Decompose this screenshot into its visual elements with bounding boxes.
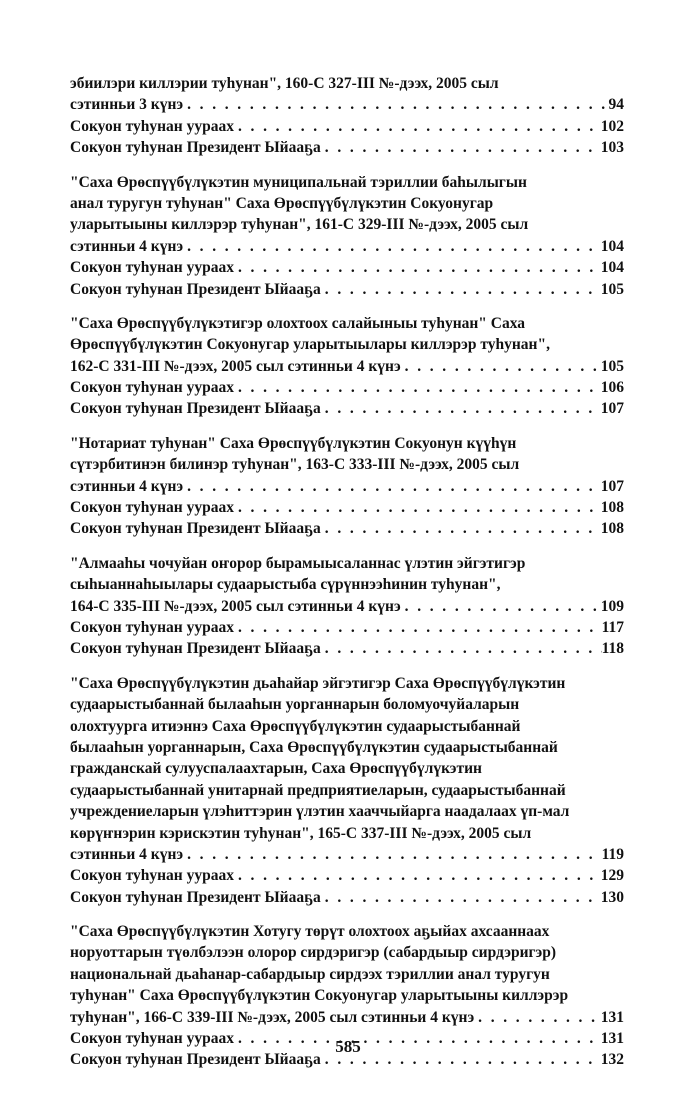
toc-item-text: Сокуон туһунан Президент Ыйааҕа bbox=[70, 280, 321, 298]
toc-entry bbox=[70, 673, 624, 908]
toc-item-text: Сокуон туһунан Президент Ыйааҕа bbox=[70, 520, 321, 538]
toc-entry bbox=[70, 433, 624, 540]
dot-leader bbox=[187, 476, 601, 497]
toc-item-text: Сокуон туһунан Президент Ыйааҕа bbox=[70, 139, 321, 157]
toc-entry-title-line: "Саха Өрөспүүбүлүкэтин дьаһайар эйгэтигэр Саха Өрөспүүбүлүкэтин bbox=[70, 674, 566, 692]
toc-item-page: 119 bbox=[601, 845, 624, 863]
toc-item-text: 164-С 335-III №-дээх, 2005 сыл сэтинньи 4 күнэ bbox=[70, 597, 401, 615]
toc-entry-title-line: норуоттарын түөлбэлээн олорор сирдэригэр (сабардыыр сирдэригэр) bbox=[70, 944, 557, 962]
toc-item-page: 103 bbox=[600, 139, 624, 157]
toc-entry-title-line: "Нотариат туһунан" Саха Өрөспүүбүлүкэтин Сокуонун күүһүн bbox=[70, 434, 517, 452]
toc-item-page: 107 bbox=[600, 400, 624, 418]
toc-entry-title-line: судаарыстыбаннай былааһын уорганнарын боломуочуйаларын bbox=[70, 696, 520, 714]
toc-item-page: 117 bbox=[601, 618, 624, 636]
toc-item-page: 131 bbox=[600, 1030, 624, 1048]
toc-entry-title-line: гражданскай сулууспалаахтарын, Саха Өрөспүүбүлүкэтин bbox=[70, 760, 482, 778]
toc-item-text: Сокуон туһунан уураах bbox=[70, 379, 234, 397]
dot-leader bbox=[238, 497, 601, 518]
toc-entry-title-line: национальнай дьаһанар-сабардыыр сирдээх тэриллии анал туругун bbox=[70, 965, 550, 983]
toc-item bbox=[70, 844, 624, 865]
toc-item bbox=[70, 236, 624, 257]
toc-item-page: 105 bbox=[600, 357, 624, 375]
toc-item-text: Сокуон туһунан Президент Ыйааҕа bbox=[70, 400, 321, 418]
toc-item bbox=[70, 497, 624, 518]
toc-entry bbox=[70, 553, 624, 660]
toc-item-text: сэтинньи 3 күнэ bbox=[70, 96, 184, 114]
toc-item-text: Сокуон туһунан уураах bbox=[70, 867, 234, 885]
toc-entry-title-line: уларытыыны киллэрэр туһунан", 161-С 329-III №-дээх, 2005 сыл bbox=[70, 216, 529, 234]
toc-entry-title-line: былааһын уорганнарын, Саха Өрөспүүбүлүкэтин судаарыстыбаннай bbox=[70, 738, 558, 756]
dot-leader bbox=[187, 94, 608, 115]
dot-leader bbox=[325, 398, 601, 419]
dot-leader bbox=[325, 137, 601, 158]
toc-item-text: Сокуон туһунан уураах bbox=[70, 499, 234, 517]
toc-item bbox=[70, 638, 624, 659]
toc-entry-title-line: "Алмааһы чочуйан оҥорор бырамыысаланнас үлэтин эйгэтигэр bbox=[70, 554, 526, 572]
toc-item-text: Сокуон туһунан Президент Ыйааҕа bbox=[70, 888, 321, 906]
toc-item-text: 162-С 331-III №-дээх, 2005 сыл сэтинньи 4 күнэ bbox=[70, 357, 401, 375]
dot-leader bbox=[325, 887, 601, 908]
dot-leader bbox=[405, 596, 601, 617]
toc-entry-title-line: сүтэрбитинэн билинэр туһунан", 163-С 333-III №-дээх, 2005 сыл bbox=[70, 456, 520, 474]
dot-leader bbox=[238, 865, 601, 886]
toc-entry-title-line: эбиилэри киллэрии туһунан", 160-С 327-III №-дээх, 2005 сыл bbox=[70, 75, 499, 92]
dot-leader bbox=[325, 638, 602, 659]
toc-entry-title-line: "Саха Өрөспүүбүлүкэтин муниципальнай тэриллии баһылыгын bbox=[70, 173, 527, 191]
dot-leader bbox=[238, 377, 601, 398]
table-of-contents bbox=[70, 73, 624, 1084]
toc-item bbox=[70, 377, 624, 398]
dot-leader bbox=[187, 844, 601, 865]
toc-entry-title-line: "Саха Өрөспүүбүлүкэтин Хотугу төрүт олохтоох аҕыйах ахсааннаах bbox=[70, 923, 550, 941]
toc-item-text: Сокуон туһунан уураах bbox=[70, 1030, 234, 1048]
toc-item-text: сэтинньи 4 күнэ bbox=[70, 477, 184, 495]
dot-leader bbox=[187, 236, 601, 257]
page-number: 585 bbox=[335, 1037, 361, 1056]
toc-entry-title-line: "Саха Өрөспүүбүлүкэтигэр олохтоох салайыныы туһунан" Саха bbox=[70, 314, 526, 332]
toc-entry-title-line: олохтуурга итиэннэ Саха Өрөспүүбүлүкэтин судаарыстыбаннай bbox=[70, 717, 521, 735]
toc-item bbox=[70, 518, 624, 539]
toc-item-page: 129 bbox=[600, 867, 624, 885]
toc-item-page: 118 bbox=[601, 640, 624, 658]
dot-leader bbox=[238, 116, 601, 137]
toc-item bbox=[70, 1007, 624, 1028]
toc-item-page: 108 bbox=[600, 499, 624, 517]
dot-leader bbox=[238, 257, 601, 278]
toc-item bbox=[70, 116, 624, 137]
dot-leader bbox=[405, 356, 601, 377]
toc-item-page: 131 bbox=[600, 1008, 624, 1026]
toc-entry-title-line: сыһыаннаһыылары судаарыстыба сүрүннээһинин туһунан", bbox=[70, 576, 501, 594]
toc-entry-title-line: учреждениеларын үлэһиттэрин үлэтин хааччыйарга наадалаах үп-мал bbox=[70, 803, 570, 821]
toc-item bbox=[70, 476, 624, 497]
toc-item bbox=[70, 356, 624, 377]
toc-item-page: 94 bbox=[608, 96, 624, 114]
toc-entry-title-line: Өрөспүүбүлүкэтин Сокуонугар уларытыылары киллэрэр туһунан", bbox=[70, 336, 550, 354]
toc-item bbox=[70, 94, 624, 115]
toc-item-text: Сокуон туһунан Президент Ыйааҕа bbox=[70, 640, 321, 658]
toc-entry bbox=[70, 73, 624, 159]
toc-item-page: 102 bbox=[600, 117, 624, 135]
toc-item-page: 105 bbox=[600, 280, 624, 298]
toc-item-text: сэтинньи 4 күнэ bbox=[70, 845, 184, 863]
toc-item bbox=[70, 887, 624, 908]
toc-item bbox=[70, 279, 624, 300]
toc-item-page: 107 bbox=[600, 477, 624, 495]
toc-item-text: сэтинньи 4 күнэ bbox=[70, 237, 184, 255]
toc-item-page: 130 bbox=[600, 888, 624, 906]
toc-entry-title-line: анал туругун туһунан" Саха Өрөспүүбүлүкэтин Сокуонугар bbox=[70, 194, 494, 212]
toc-item-text: Сокуон туһунан уураах bbox=[70, 618, 234, 636]
toc-item bbox=[70, 137, 624, 158]
dot-leader bbox=[325, 279, 601, 300]
toc-item-page: 109 bbox=[600, 597, 624, 615]
toc-item bbox=[70, 257, 624, 278]
toc-item-page: 132 bbox=[600, 1051, 624, 1069]
toc-item-page: 106 bbox=[600, 379, 624, 397]
toc-item bbox=[70, 398, 624, 419]
toc-entry-title-line: туһунан" Саха Өрөспүүбүлүкэтин Сокуонугар уларытыыны киллэрэр bbox=[70, 987, 569, 1005]
toc-item-text: Сокуон туһунан Президент Ыйааҕа bbox=[70, 1051, 321, 1069]
toc-item bbox=[70, 617, 624, 638]
toc-entry bbox=[70, 172, 624, 300]
dot-leader bbox=[325, 518, 601, 539]
toc-item-text: Сокуон туһунан уураах bbox=[70, 259, 234, 277]
toc-item-text: Сокуон туһунан уураах bbox=[70, 117, 234, 135]
toc-item-page: 104 bbox=[600, 259, 624, 277]
toc-entry-title-line: судаарыстыбаннай унитарнай предприятиеларын, судаарыстыбаннай bbox=[70, 781, 566, 799]
toc-item-page: 104 bbox=[600, 237, 624, 255]
dot-leader bbox=[478, 1007, 601, 1028]
toc-item bbox=[70, 596, 624, 617]
toc-entry bbox=[70, 313, 624, 420]
toc-item-text: туһунан", 166-С 339-III №-дээх, 2005 сыл сэтинньи 4 күнэ bbox=[70, 1008, 475, 1026]
toc-entry-title-line: көрүҥнэрин кэрискэтин туһунан", 165-С 337-III №-дээх, 2005 сыл bbox=[70, 824, 532, 842]
toc-item-page: 108 bbox=[600, 520, 624, 538]
dot-leader bbox=[238, 617, 602, 638]
toc-item bbox=[70, 865, 624, 886]
